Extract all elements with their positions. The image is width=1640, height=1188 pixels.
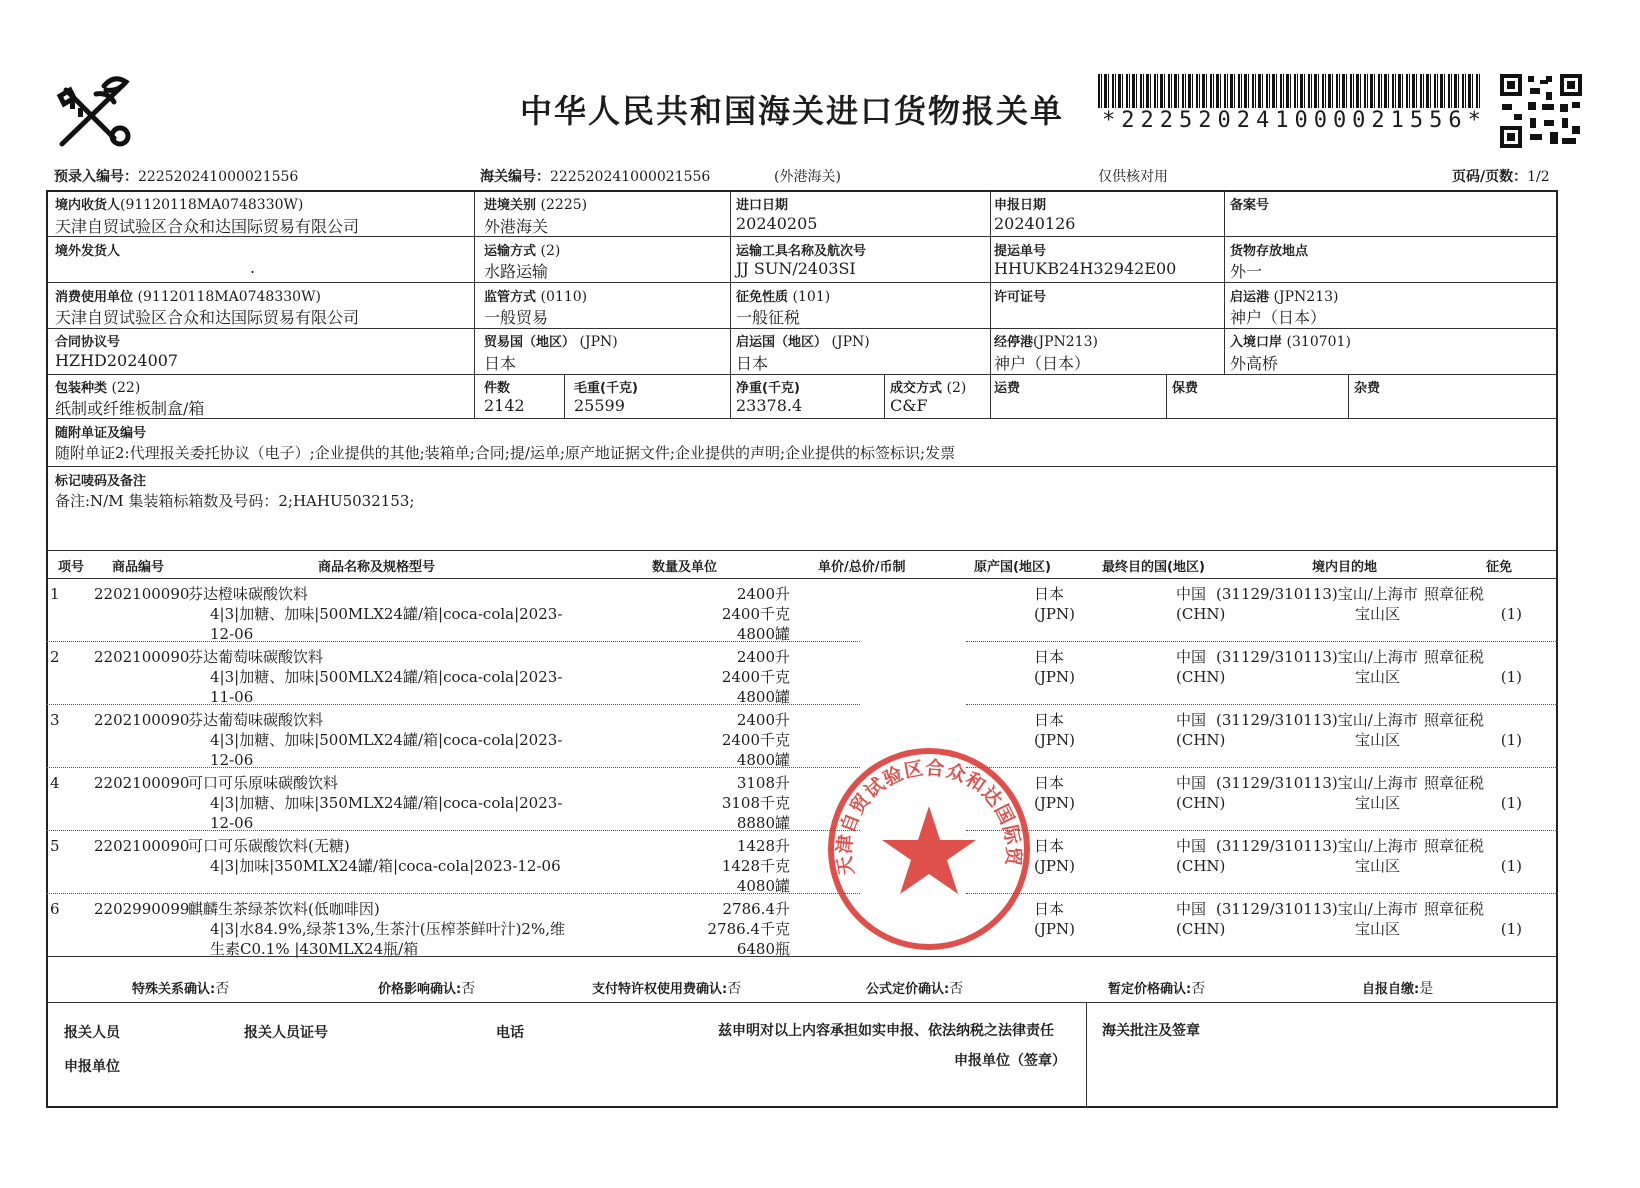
row-2-no: 2 xyxy=(50,648,60,666)
col-domestic: 境内目的地 xyxy=(1312,560,1378,575)
row-1-levy1: 照章征税 xyxy=(1424,585,1485,603)
row-1-dest-code: (CHN) xyxy=(1176,605,1226,623)
form-title: 中华人民共和国海关进口货物报关单 xyxy=(520,92,1065,130)
record-label: 备案号 xyxy=(1230,198,1270,213)
bl-label: 提运单号 xyxy=(994,244,1047,259)
customs-sign-label: 海关批注及签章 xyxy=(1102,1023,1200,1039)
dep-country-label: 启运国（地区） (JPN) xyxy=(736,334,870,350)
row-1-origin: 日本 xyxy=(1034,585,1065,603)
dep-port-label: 启运港 (JPN213) xyxy=(1230,289,1339,305)
col-origin: 原产国(地区) xyxy=(974,560,1051,575)
marks-label: 标记唛码及备注 xyxy=(55,474,147,489)
self-confirm: 自报自缴:是 xyxy=(1362,981,1434,997)
page-indicator: 页码/页数：1/2 xyxy=(1452,169,1550,185)
price-confirm: 价格影响确认:否 xyxy=(378,981,476,997)
entry-port-label: 入境口岸 (310701) xyxy=(1230,334,1351,350)
col-qty: 数量及单位 xyxy=(652,560,718,575)
docs: 随附单证2:代理报关委托协议（电子）;企业提供的其他;装箱单;合同;提/运单;原产地证据文件;企业提供的声明;企业提供的标签标识;发票 xyxy=(55,444,956,462)
row-4-levy2: (1) xyxy=(1500,794,1522,812)
col-code: 商品编号 xyxy=(112,560,165,575)
bl-number: HHUKB24H32942E00 xyxy=(994,259,1177,278)
col-no: 项号 xyxy=(58,560,85,575)
row-6-q1: 2786.4升 xyxy=(722,900,790,918)
row-4-q1: 3108升 xyxy=(736,774,790,792)
freight-label: 运费 xyxy=(994,381,1021,396)
row-6-spec2: 生素C0.1% |430MLX24瓶/箱 xyxy=(210,940,419,958)
declare-date: 20240126 xyxy=(994,214,1076,233)
entry-customs: 外港海关 xyxy=(484,217,549,236)
row-2-levy2: (1) xyxy=(1500,668,1522,686)
row-1-dom2: 宝山区 xyxy=(1354,605,1400,623)
row-4-name: 可口可乐原味碳酸饮料 xyxy=(188,774,339,792)
row-5-origin-code: (JPN) xyxy=(1034,857,1075,875)
entry-customs-label: 进境关别 (2225) xyxy=(484,197,588,213)
row-3-dest: 中国 xyxy=(1176,711,1207,729)
row-3-name: 芬达葡萄味碳酸饮料 xyxy=(188,711,324,729)
row-4-q2: 3108千克 xyxy=(721,794,790,812)
row-3-q3: 4800罐 xyxy=(736,751,790,769)
row-2-q2: 2400千克 xyxy=(721,668,790,686)
deal-label: 成交方式 (2) xyxy=(890,380,967,396)
formula-confirm: 公式定价确认:否 xyxy=(866,981,964,997)
row-5-code: 2202100090 xyxy=(94,837,190,855)
contract: HZHD2024007 xyxy=(55,351,179,370)
row-4-dest: 中国 xyxy=(1176,774,1207,792)
row-2-dom2: 宝山区 xyxy=(1354,668,1400,686)
row-3-no: 3 xyxy=(50,711,60,729)
row-4-no: 4 xyxy=(50,774,60,792)
row-3-dom2: 宝山区 xyxy=(1354,731,1400,749)
row-6-levy2: (1) xyxy=(1500,920,1522,938)
row-1-spec2: 12-06 xyxy=(210,625,254,643)
row-6-origin-code: (JPN) xyxy=(1034,920,1075,938)
row-3-levy1: 照章征税 xyxy=(1424,711,1485,729)
customs-emblem-icon xyxy=(52,72,142,152)
col-name: 商品名称及规格型号 xyxy=(318,560,436,575)
row-2-spec1: 4|3|加糖、加味|500MLX24罐/箱|coca-cola|2023- xyxy=(210,668,563,686)
row-4-q3: 8880罐 xyxy=(736,814,790,832)
row-1-name: 芬达橙味碳酸饮料 xyxy=(188,585,309,603)
row-4-code: 2202100090 xyxy=(94,774,190,792)
import-date-label: 进口日期 xyxy=(736,198,789,213)
statement: 兹申明对以上内容承担如实申报、依法纳税之法律责任 xyxy=(718,1023,1054,1039)
pre-entry-no: 预录入编号：222520241000021556 xyxy=(54,169,299,185)
row-2-dom1: (31129/310113)宝山/上海市 xyxy=(1216,648,1418,666)
row-2-spec2: 11-06 xyxy=(210,688,254,706)
row-4-dest-code: (CHN) xyxy=(1176,794,1226,812)
row-2-dest: 中国 xyxy=(1176,648,1207,666)
storage-label: 货物存放地点 xyxy=(1230,244,1309,259)
row-1-dest: 中国 xyxy=(1176,585,1207,603)
via-port: 神户（日本） xyxy=(994,354,1091,373)
misc-label: 杂费 xyxy=(1354,381,1381,396)
trade-country-label: 贸易国（地区） (JPN) xyxy=(484,334,618,350)
row-5-spec1: 4|3|加味|350MLX24罐/箱|coca-cola|2023-12-06 xyxy=(210,857,561,875)
dep-country: 日本 xyxy=(736,354,769,373)
row-2-q3: 4800罐 xyxy=(736,688,790,706)
row-3-origin-code: (JPN) xyxy=(1034,731,1075,749)
shipper-label: 境外发货人 xyxy=(55,244,121,259)
row-2-code: 2202100090 xyxy=(94,648,190,666)
row-6-q3: 6480瓶 xyxy=(736,940,790,958)
insurance-label: 保费 xyxy=(1172,381,1199,396)
row-4-levy1: 照章征税 xyxy=(1424,774,1485,792)
net: 23378.4 xyxy=(736,396,803,415)
customs-office: (外港海关) xyxy=(774,169,841,185)
gross-label: 毛重(千克) xyxy=(574,381,638,396)
col-price: 单价/总价/币制 xyxy=(818,560,906,575)
declarant-label: 报关人员 xyxy=(64,1025,120,1041)
supervision: 一般贸易 xyxy=(484,308,549,327)
row-3-dom1: (31129/310113)宝山/上海市 xyxy=(1216,711,1418,729)
row-4-origin: 日本 xyxy=(1034,774,1065,792)
vessel-label: 运输工具名称及航次号 xyxy=(736,244,867,259)
provisional-confirm: 暂定价格确认:否 xyxy=(1108,981,1206,997)
row-5-q3: 4080罐 xyxy=(736,877,790,895)
row-5-dom2: 宝山区 xyxy=(1354,857,1400,875)
import-date: 20240205 xyxy=(736,214,818,233)
row-6-dest-code: (CHN) xyxy=(1176,920,1226,938)
phone-label: 电话 xyxy=(496,1025,524,1041)
shipper-value: . xyxy=(250,258,256,277)
row-6-name: 麒麟生茶绿茶饮料(低咖啡因) xyxy=(188,900,380,918)
via-port-label: 经停港(JPN213) xyxy=(994,334,1098,350)
row-3-spec1: 4|3|加糖、加味|500MLX24罐/箱|coca-cola|2023- xyxy=(210,731,563,749)
row-3-levy2: (1) xyxy=(1500,731,1522,749)
marks: 备注:N/M 集装箱标箱数及号码：2;HAHU5032153; xyxy=(55,492,415,510)
entry-port: 外高桥 xyxy=(1230,354,1279,373)
row-2-origin: 日本 xyxy=(1034,648,1065,666)
license-label: 许可证号 xyxy=(994,290,1047,305)
unit-label: 申报单位 xyxy=(64,1059,120,1075)
row-3-code: 2202100090 xyxy=(94,711,190,729)
row-5-no: 5 xyxy=(50,837,60,855)
row-6-code: 2202990099 xyxy=(94,900,190,918)
pieces-label: 件数 xyxy=(484,381,511,396)
row-3-origin: 日本 xyxy=(1034,711,1065,729)
row-1-code: 2202100090 xyxy=(94,585,190,603)
barcode xyxy=(1098,74,1482,108)
row-2-name: 芬达葡萄味碳酸饮料 xyxy=(188,648,324,666)
row-2-dest-code: (CHN) xyxy=(1176,668,1226,686)
contract-label: 合同协议号 xyxy=(55,335,121,350)
pack-label: 包装种类 (22) xyxy=(55,380,141,396)
consignee-label: 境内收货人(91120118MA0748330W) xyxy=(55,197,304,213)
verify-note: 仅供核对用 xyxy=(1098,169,1168,185)
transport-label: 运输方式 (2) xyxy=(484,243,561,259)
row-6-q2: 2786.4千克 xyxy=(707,920,790,938)
row-3-q1: 2400升 xyxy=(736,711,790,729)
vessel: JJ SUN/2403SI xyxy=(736,259,856,278)
row-5-q1: 1428升 xyxy=(736,837,790,855)
declarant-id-label: 报关人员证号 xyxy=(244,1025,328,1041)
levy-label: 征免性质 (101) xyxy=(736,289,831,305)
storage: 外一 xyxy=(1230,262,1263,281)
consumer-label: 消费使用单位 (91120118MA0748330W) xyxy=(55,289,321,305)
row-4-origin-code: (JPN) xyxy=(1034,794,1075,812)
row-6-origin: 日本 xyxy=(1034,900,1065,918)
row-5-dom1: (31129/310113)宝山/上海市 xyxy=(1216,837,1418,855)
pieces: 2142 xyxy=(484,396,525,415)
net-label: 净重(千克) xyxy=(736,381,800,396)
row-5-name: 可口可乐碳酸饮料(无糖) xyxy=(188,837,350,855)
declare-date-label: 申报日期 xyxy=(994,198,1047,213)
row-1-dom1: (31129/310113)宝山/上海市 xyxy=(1216,585,1418,603)
row-4-spec2: 12-06 xyxy=(210,814,254,832)
row-6-dom1: (31129/310113)宝山/上海市 xyxy=(1216,900,1418,918)
consumer-name: 天津自贸试验区合众和达国际贸易有限公司 xyxy=(55,308,360,327)
pack: 纸制或纤维板制盒/箱 xyxy=(55,399,205,418)
col-levy: 征免 xyxy=(1486,560,1513,575)
row-1-q2: 2400千克 xyxy=(721,605,790,623)
company-seal xyxy=(824,744,1034,954)
customs-no: 海关编号：222520241000021556 xyxy=(480,169,711,185)
row-1-q1: 2400升 xyxy=(736,585,790,603)
row-5-origin: 日本 xyxy=(1034,837,1065,855)
row-1-origin-code: (JPN) xyxy=(1034,605,1075,623)
row-4-dom2: 宝山区 xyxy=(1354,794,1400,812)
row-5-levy1: 照章征税 xyxy=(1424,837,1485,855)
row-6-levy1: 照章征税 xyxy=(1424,900,1485,918)
trade-country: 日本 xyxy=(484,354,517,373)
row-5-dest: 中国 xyxy=(1176,837,1207,855)
row-1-q3: 4800罐 xyxy=(736,625,790,643)
royalty-confirm: 支付特许权使用费确认:否 xyxy=(592,981,742,997)
row-3-spec2: 12-06 xyxy=(210,751,254,769)
row-4-dom1: (31129/310113)宝山/上海市 xyxy=(1216,774,1418,792)
row-5-dest-code: (CHN) xyxy=(1176,857,1226,875)
row-6-spec1: 4|3|水84.9%,绿茶13%,生茶汁(压榨茶鲜叶汁)2%,维 xyxy=(210,920,565,938)
barcode-text: *222520241000021556* xyxy=(1102,108,1487,133)
gross: 25599 xyxy=(574,396,625,415)
row-2-q1: 2400升 xyxy=(736,648,790,666)
col-dest: 最终目的国(地区) xyxy=(1102,560,1205,575)
row-4-spec1: 4|3|加糖、加味|350MLX24罐/箱|coca-cola|2023- xyxy=(210,794,563,812)
row-1-levy2: (1) xyxy=(1500,605,1522,623)
special-confirm: 特殊关系确认:否 xyxy=(132,981,230,997)
qr-code-icon xyxy=(1500,74,1582,148)
row-3-dest-code: (CHN) xyxy=(1176,731,1226,749)
row-6-dom2: 宝山区 xyxy=(1354,920,1400,938)
row-5-q2: 1428千克 xyxy=(721,857,790,875)
transport: 水路运输 xyxy=(484,262,549,281)
consignee-name: 天津自贸试验区合众和达国际贸易有限公司 xyxy=(55,217,360,236)
row-6-dest: 中国 xyxy=(1176,900,1207,918)
row-1-no: 1 xyxy=(50,585,60,603)
unit-sign-label: 申报单位（签章） xyxy=(954,1053,1066,1069)
dep-port: 神户（日本） xyxy=(1230,308,1327,327)
deal: C&F xyxy=(890,396,928,415)
docs-label: 随附单证及编号 xyxy=(55,426,147,441)
row-3-q2: 2400千克 xyxy=(721,731,790,749)
row-2-levy1: 照章征税 xyxy=(1424,648,1485,666)
row-1-spec1: 4|3|加糖、加味|500MLX24罐/箱|coca-cola|2023- xyxy=(210,605,563,623)
levy: 一般征税 xyxy=(736,308,801,327)
supervision-label: 监管方式 (0110) xyxy=(484,289,588,305)
row-6-no: 6 xyxy=(50,900,60,918)
row-2-origin-code: (JPN) xyxy=(1034,668,1075,686)
svg-text:天津自贸试验区合众和达国际贸易有限公司: 天津自贸试验区合众和达国际贸 xyxy=(833,757,1025,877)
row-5-levy2: (1) xyxy=(1500,857,1522,875)
